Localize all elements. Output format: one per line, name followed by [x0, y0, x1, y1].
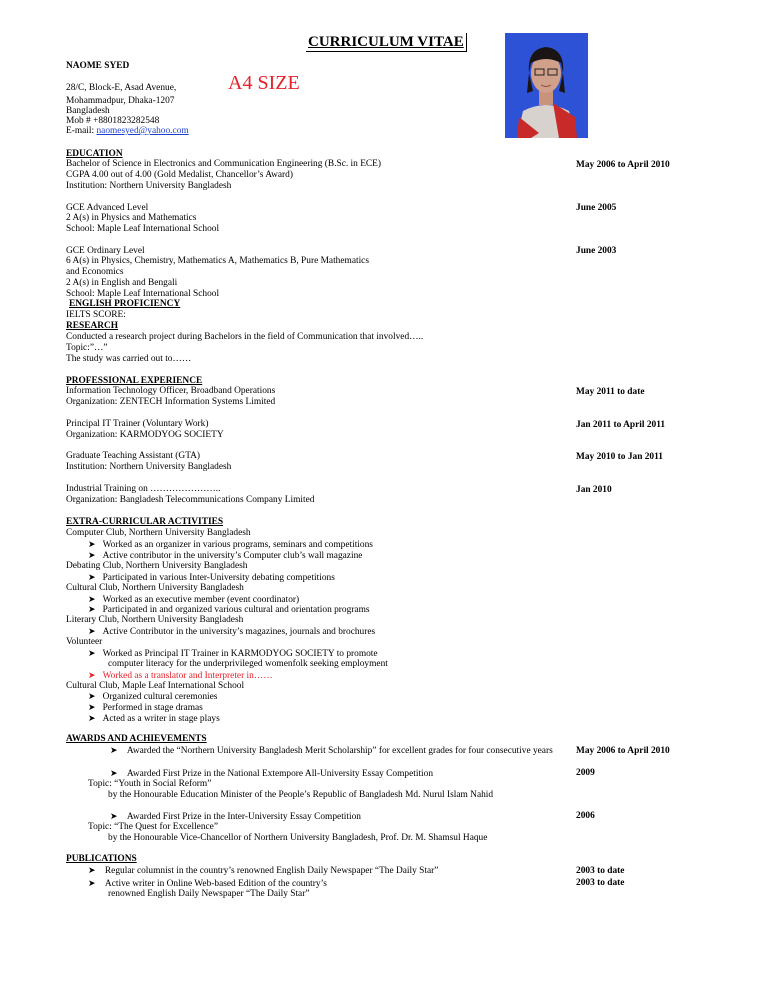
- award-2-date: 2009: [576, 768, 595, 778]
- exp-4-org: Organization: Bangladesh Telecommunications Company Limited: [66, 495, 315, 505]
- email-link[interactable]: naomesyed@yahoo.com: [96, 126, 189, 136]
- bullet-icon: ➤: [88, 604, 96, 614]
- activity-item: [88, 713, 220, 725]
- award-1-date: May 2006 to April 2010: [576, 746, 670, 756]
- edu-alevel-date: June 2005: [576, 203, 617, 213]
- edu-olevel-grades: 6 A(s) in Physics, Chemistry, Mathematics A, Mathematics B, Pure Mathematics: [66, 256, 369, 266]
- address-line-1: 28/C, Block-E, Asad Avenue,: [66, 83, 177, 93]
- activity-item-text: Active contributor in the university’s Computer club’s wall magazine: [102, 551, 363, 561]
- publication-1-date: 2003 to date: [576, 866, 625, 876]
- exp-4-role: Industrial Training on …………………..: [66, 484, 221, 494]
- mobile-number: Mob # +8801823282548: [66, 116, 160, 126]
- address-line-3: Bangladesh: [66, 106, 110, 116]
- exp-3-org: Institution: Northern University Bangladesh: [66, 462, 232, 472]
- edu-olevel-title: GCE Ordinary Level: [66, 246, 145, 256]
- email-line: [66, 126, 189, 137]
- award-3-date: 2006: [576, 811, 595, 821]
- activity-item-continuation: computer literacy for the underprivileged womenfolk seeking employment: [108, 659, 388, 669]
- activities-heading: EXTRA-CURRICULAR ACTIVITIES: [66, 517, 224, 527]
- activity-item-text: Worked as a translator and Interpreter in……: [102, 671, 273, 681]
- bullet-icon: ➤: [88, 865, 96, 875]
- bullet-icon: ➤: [110, 745, 118, 755]
- bullet-icon: ➤: [88, 691, 96, 701]
- bullet-icon: ➤: [88, 713, 96, 723]
- edu-bsc-institution: Institution: Northern University Bangladesh: [66, 181, 232, 191]
- activity-item: [88, 626, 375, 638]
- publication-2-text-cont: renowned English Daily Newspaper “The Daily Star”: [108, 889, 310, 899]
- award-3-text: Awarded First Prize in the Inter-University Essay Competition: [126, 812, 361, 822]
- activity-group-volunteer: Volunteer: [66, 637, 103, 647]
- publication-2-date: 2003 to date: [576, 878, 625, 888]
- activity-group-debating-club: Debating Club, Northern University Bangladesh: [66, 561, 248, 571]
- activity-item-text: Participated in and organized various cultural and orientation programs: [102, 605, 370, 615]
- activity-item-text: Worked as Principal IT Trainer in KARMODYOG SOCIETY to promote: [102, 649, 378, 659]
- education-heading: EDUCATION: [66, 149, 123, 159]
- exp-1-org: Organization: ZENTECH Information Systems Limited: [66, 397, 276, 407]
- publication-2-text: Active writer in Online Web-based Edition of the country’s: [104, 879, 327, 889]
- activity-item-text: Participated in various Inter-University debating competitions: [102, 573, 335, 583]
- activity-item-text: Worked as an organizer in various programs, seminars and competitions: [102, 540, 373, 550]
- applicant-name: NAOME SYED: [66, 61, 130, 71]
- activity-item-text: Worked as an executive member (event coordinator): [102, 595, 300, 605]
- award-2-by: by the Honourable Education Minister of the People’s Republic of Bangladesh Md. Nurul Islam Nahid: [108, 790, 494, 800]
- document-title: CURRICULUM VITAE: [306, 33, 467, 52]
- bullet-icon: ➤: [88, 670, 96, 680]
- activity-group-literary-club: Literary Club, Northern University Bangladesh: [66, 615, 244, 625]
- edu-bsc-degree: Bachelor of Science in Electronics and Communication Engineering (B.Sc. in ECE): [66, 159, 382, 169]
- edu-olevel-languages: 2 A(s) in English and Bengali: [66, 278, 178, 288]
- research-line-3: The study was carried out to……: [66, 354, 192, 364]
- exp-2-role: Principal IT Trainer (Voluntary Work): [66, 419, 209, 429]
- activity-item-text: Organized cultural ceremonies: [102, 692, 218, 702]
- activity-item-text: Active Contributor in the university’s magazines, journals and brochures: [102, 627, 376, 637]
- bullet-icon: ➤: [110, 768, 118, 778]
- ielts-score: IELTS SCORE:: [66, 310, 126, 320]
- bullet-icon: ➤: [88, 572, 96, 582]
- research-line-1: Conducted a research project during Bachelors in the field of Communication that involved…..: [66, 332, 424, 342]
- exp-2-org: Organization: KARMODYOG SOCIETY: [66, 430, 224, 440]
- a4-size-note: A4 SIZE: [228, 72, 300, 94]
- activity-group-cultural-club-nub: Cultural Club, Northern University Bangladesh: [66, 583, 244, 593]
- award-3-topic: Topic: “The Quest for Excellence”: [88, 822, 219, 832]
- awards-heading: AWARDS AND ACHIEVEMENTS: [66, 734, 207, 744]
- research-topic: Topic:”…”: [66, 343, 108, 353]
- edu-bsc-date: May 2006 to April 2010: [576, 160, 670, 170]
- edu-bsc-cgpa: CGPA 4.00 out of 4.00 (Gold Medalist, Chancellor’s Award): [66, 170, 293, 180]
- bullet-icon: ➤: [88, 539, 96, 549]
- research-heading: RESEARCH: [66, 321, 119, 331]
- exp-3-role: Graduate Teaching Assistant (GTA): [66, 451, 201, 461]
- activity-group-computer-club: Computer Club, Northern University Bangladesh: [66, 528, 251, 538]
- award-3-by: by the Honourable Vice-Chancellor of Northern University Bangladesh, Prof. Dr. M. Shamsul Haque: [108, 833, 488, 843]
- bullet-icon: ➤: [110, 811, 118, 821]
- bullet-icon: ➤: [88, 550, 96, 560]
- award-2-text: Awarded First Prize in the National Extempore All-University Essay Competition: [126, 769, 434, 779]
- activity-group-cultural-club-maple-leaf: Cultural Club, Maple Leaf International School: [66, 681, 245, 691]
- edu-olevel-school: School: Maple Leaf International School: [66, 289, 220, 299]
- edu-alevel-school: School: Maple Leaf International School: [66, 224, 220, 234]
- activity-item-text: Performed in stage dramas: [102, 703, 203, 713]
- english-heading: ENGLISH PROFICIENCY: [69, 299, 181, 309]
- experience-heading: PROFESSIONAL EXPERIENCE: [66, 376, 203, 386]
- address-line-2: Mohammadpur, Dhaka-1207: [66, 96, 175, 106]
- publication-1-text: Regular columnist in the country’s renowned English Daily Newspaper “The Daily Star”: [104, 866, 439, 876]
- exp-1-role: Information Technology Officer, Broadband Operations: [66, 386, 276, 396]
- edu-alevel-title: GCE Advanced Level: [66, 203, 149, 213]
- email-label: E-mail:: [66, 126, 97, 136]
- bullet-icon: ➤: [88, 702, 96, 712]
- exp-4-date: Jan 2010: [576, 485, 612, 495]
- edu-olevel-grades-cont: and Economics: [66, 267, 124, 277]
- exp-3-date: May 2010 to Jan 2011: [576, 452, 663, 462]
- exp-1-date: May 2011 to date: [576, 387, 645, 397]
- award-1: [110, 745, 553, 757]
- exp-2-date: Jan 2011 to April 2011: [576, 420, 666, 430]
- activity-item-text: Acted as a writer in stage plays: [102, 714, 220, 724]
- award-1-text: Awarded the “Northern University Bangladesh Merit Scholarship” for excellent grades for four consecutive years: [126, 746, 553, 756]
- edu-alevel-grades: 2 A(s) in Physics and Mathematics: [66, 213, 197, 223]
- bullet-icon: ➤: [88, 626, 96, 636]
- edu-olevel-date: June 2003: [576, 246, 617, 256]
- bullet-icon: ➤: [88, 878, 96, 888]
- bullet-icon: ➤: [88, 594, 96, 604]
- publications-heading: PUBLICATIONS: [66, 854, 137, 864]
- bullet-icon: ➤: [88, 648, 96, 658]
- publication-1: [88, 865, 438, 877]
- profile-photo: [505, 33, 588, 138]
- award-2-topic: Topic: “Youth in Social Reform”: [88, 779, 212, 789]
